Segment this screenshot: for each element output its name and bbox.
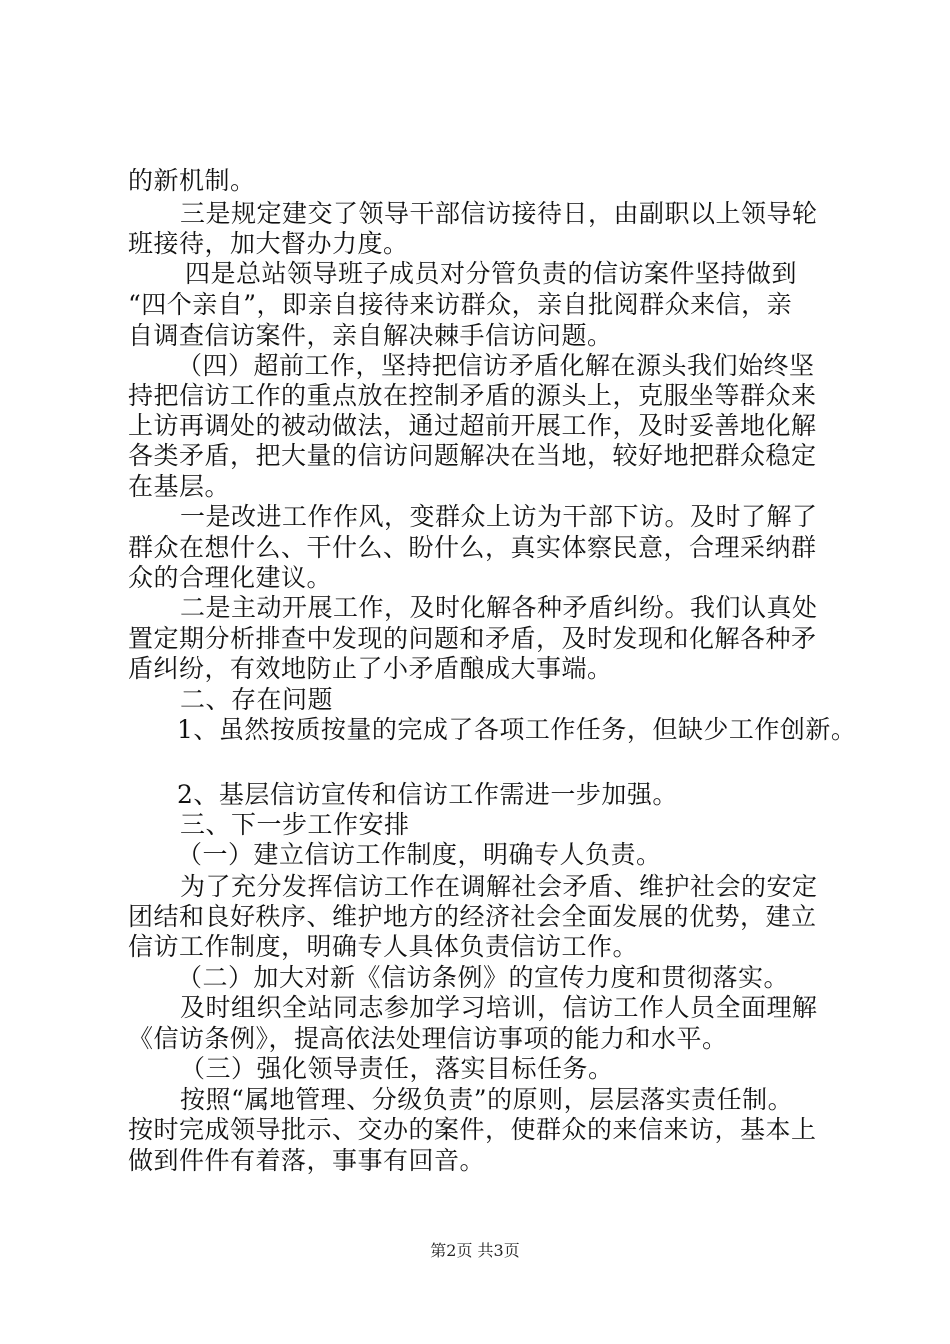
- text-line: （四）超前工作，坚持把信访矛盾化解在源头我们始终坚: [177, 351, 815, 380]
- text-line: 一是改进工作作风，变群众上访为干部下访。及时了解了: [180, 502, 818, 531]
- text-line: “四个亲自”，即亲自接待来访群众，亲自批阅群众来信，亲: [128, 290, 793, 319]
- text-line: 2、基层信访宣传和信访工作需进一步加强。: [177, 780, 678, 809]
- text-line: 各类矛盾，把大量的信访问题解决在当地，较好地把群众稳定: [128, 441, 817, 470]
- text-line: 四是总站领导班子成员对分管负责的信访案件坚持做到: [185, 259, 798, 288]
- page-number-footer: 第2页 共3页: [430, 1241, 520, 1260]
- text-line: 按照“属地管理、分级负责”的原则，层层落实责任制。: [180, 1085, 794, 1114]
- subsection-heading: （二）加大对新《信访条例》的宣传力度和贯彻落实。: [177, 963, 790, 992]
- text-line: 众的合理化建议。: [128, 563, 333, 592]
- text-line: 为了充分发挥信访工作在调解社会矛盾、维护社会的安定: [180, 872, 818, 901]
- text-line: 二是主动开展工作，及时化解各种矛盾纠纷。我们认真处: [180, 593, 818, 622]
- section-heading: 二、存在问题: [180, 685, 334, 714]
- text-line: 自调查信访案件，亲自解决棘手信访问题。: [128, 321, 613, 350]
- text-line: 按时完成领导批示、交办的案件，使群众的来信来访，基本上: [128, 1115, 817, 1144]
- text-line: 在基层。: [128, 472, 231, 501]
- text-line: 信访工作制度，明确专人具体负责信访工作。: [128, 932, 639, 961]
- subsection-heading: （三）强化领导责任，落实目标任务。: [180, 1054, 614, 1083]
- text-line: 置定期分析排查中发现的问题和矛盾，及时发现和化解各种矛: [128, 624, 817, 653]
- text-line: 班接待，加大督办力度。: [128, 229, 409, 258]
- text-line: 团结和良好秩序、维护地方的经济社会全面发展的优势，建立: [128, 902, 817, 931]
- text-line: 持把信访工作的重点放在控制矛盾的源头上，克服坐等群众来: [128, 381, 817, 410]
- text-line: 《信访条例》，提高依法处理信访事项的能力和水平。: [128, 1024, 728, 1053]
- text-line: 的新机制。: [128, 166, 256, 195]
- text-line: 及时组织全站同志参加学习培训，信访工作人员全面理解: [180, 993, 818, 1022]
- text-line: 1、虽然按质按量的完成了各项工作任务，但缺少工作创新。: [177, 715, 857, 744]
- text-line: 盾纠纷，有效地防止了小矛盾酿成大事端。: [128, 654, 613, 683]
- text-line: 群众在想什么、干什么、盼什么，真实体察民意，合理采纳群: [128, 533, 817, 562]
- text-line: 三是规定建交了领导干部信访接待日，由副职以上领导轮: [180, 199, 818, 228]
- text-line: 上访再调处的被动做法，通过超前开展工作，及时妥善地化解: [128, 411, 817, 440]
- text-line: 做到件件有着落，事事有回音。: [128, 1146, 486, 1175]
- section-heading: 三、下一步工作安排: [180, 810, 410, 839]
- subsection-heading: （一）建立信访工作制度，明确专人负责。: [177, 840, 662, 869]
